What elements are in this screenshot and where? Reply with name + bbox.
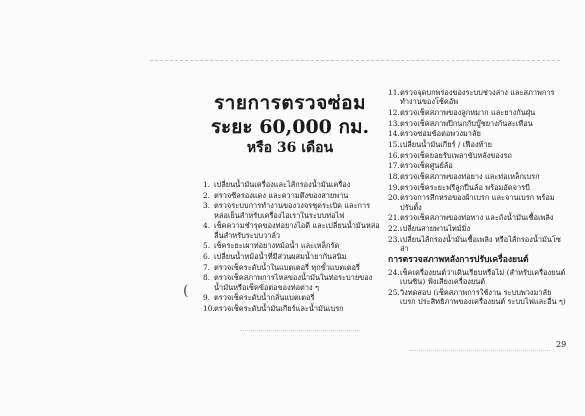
list-item: 15. เปลี่ยนน้ำมันเกียร์ / เฟืองท้าย — [388, 140, 492, 150]
list-item: 6. เปลี่ยนน้ำหม้อน้ำที่มีส่วนผสมน้ำยากันสนิม — [203, 252, 347, 262]
scan-artifact-line — [240, 330, 360, 331]
checklist-right-column — [388, 88, 566, 308]
list-item: 25. วิ่งทดสอบ (เช็คสภาพการใช้งาน ระบบพวงมาลัย เบรก ประสิทธิภาพของเครื่องยนต์ ระบบไฟและอื่น ๆ) — [388, 287, 566, 307]
list-item: 11. ตรวจจุดบกพร่องของระบบช่วงล่าง และสภาพการทำงานของโช้คอัพ — [388, 88, 555, 107]
document-title: รายการตรวจซ่อม — [213, 92, 367, 114]
list-item: 2. ตรวจซีลรองแดง และความตึงของสายพาน — [203, 190, 349, 200]
list-item: 14. ตรวจซ่อมข้อต่อพวงมาลัย — [388, 129, 481, 139]
list-item: 20. ตรวจการสึกหรอของผ้าเบรก และจานเบรก พร้อมปรับตั้ง — [388, 193, 555, 212]
list-item: 21. ตรวจเช็คสภาพของท่อทาง และถังน้ำมันเชื้อเพลิง — [388, 213, 554, 223]
document-subtitle-months: หรือ 36 เดือน — [246, 140, 334, 156]
list-item: 19. ตรวจเช็คระยะฟรีลูกปืนล้อ พร้อมอัดจารบี — [388, 182, 530, 192]
list-item: 5. เช็คระยะเผาท่อยางหม้อน้ำ และเหล็กรัด — [203, 241, 340, 251]
list-item: 13. ตรวจเช็คสภาพปีกนกกับบู๊ชยางกันสะเทือน — [388, 118, 533, 128]
list-item: 4. เช็คความชำรุดของท่อยางไอดี และเปลี่ยนน้ำมันหล่อลื่นสำหรับระบบวาล์ว — [203, 221, 380, 240]
list-item: 24. เช็คเครื่องยนต์ว่าเดินเรียบหรือไม่ (สำหรับเครื่องยนต์เบนซิน) ฟังเสียงเครื่องยนต์ — [388, 267, 566, 287]
list-item: 7. ตรวจเช็คระดับน้ำในแบตเตอรี่ ทุกขั้วแบตเตอรี่ — [203, 262, 360, 272]
list-item: 12. ตรวจเช็คสภาพของลูกหมาก และยางกันฝุ่น — [388, 107, 536, 117]
margin-mark: ( — [183, 283, 189, 299]
checklist-left-column — [203, 180, 381, 315]
list-item: 23. เปลี่ยนไส้กรองน้ำมันเชื้อเพลิง หรือไส้กรองน้ำมันโซล่า — [388, 234, 561, 254]
list-item: 9. ตรวจเช็คระดับน้ำกลั่นแบตเตอรี่ — [203, 293, 315, 303]
title-block — [205, 92, 375, 157]
list-item: 22. เปลี่ยนสายพานไทม์มิ่ง — [388, 224, 471, 234]
document-subtitle-distance: ระยะ 60,000 กม. — [210, 116, 370, 138]
list-item: 8. ตรวจเช็คสภาพการไหลของน้ำมันในท่อระบายของน้ำมันหรือเช็คข้อต่อของท่อต่าง ๆ — [203, 273, 373, 292]
scan-top-line — [150, 60, 560, 61]
scan-artifact-line — [410, 350, 550, 351]
list-item: 3. ตรวจระบบการทำงานของวงจรชุดระเบิด และการหล่อเย็นสำหรับเครื่องไอเราในระบบท่อไฟ — [203, 201, 371, 220]
list-item: 16. ตรวจเช็คยอยรับเพลาขับหลังของรถ — [388, 150, 512, 160]
list-item: 17. ตรวจเช็คศูนย์ล้อ — [388, 161, 453, 171]
list-item: 1. เปลี่ยนน้ำมันเครื่องและไส้กรองน้ำมันเครื่อง — [203, 180, 351, 189]
section-heading: การตรวจสภาพหลังการปรับเครื่องยนต์ — [388, 254, 529, 265]
page-number: 29 — [556, 340, 567, 349]
list-item: 10. ตรวจเช็คระดับน้ำมันเกียร์และน้ำมันเบรก — [203, 304, 344, 314]
list-item: 18. ตรวจเช็คสภาพของท่อยาง และท่อเหล็กเบรก — [388, 172, 540, 182]
